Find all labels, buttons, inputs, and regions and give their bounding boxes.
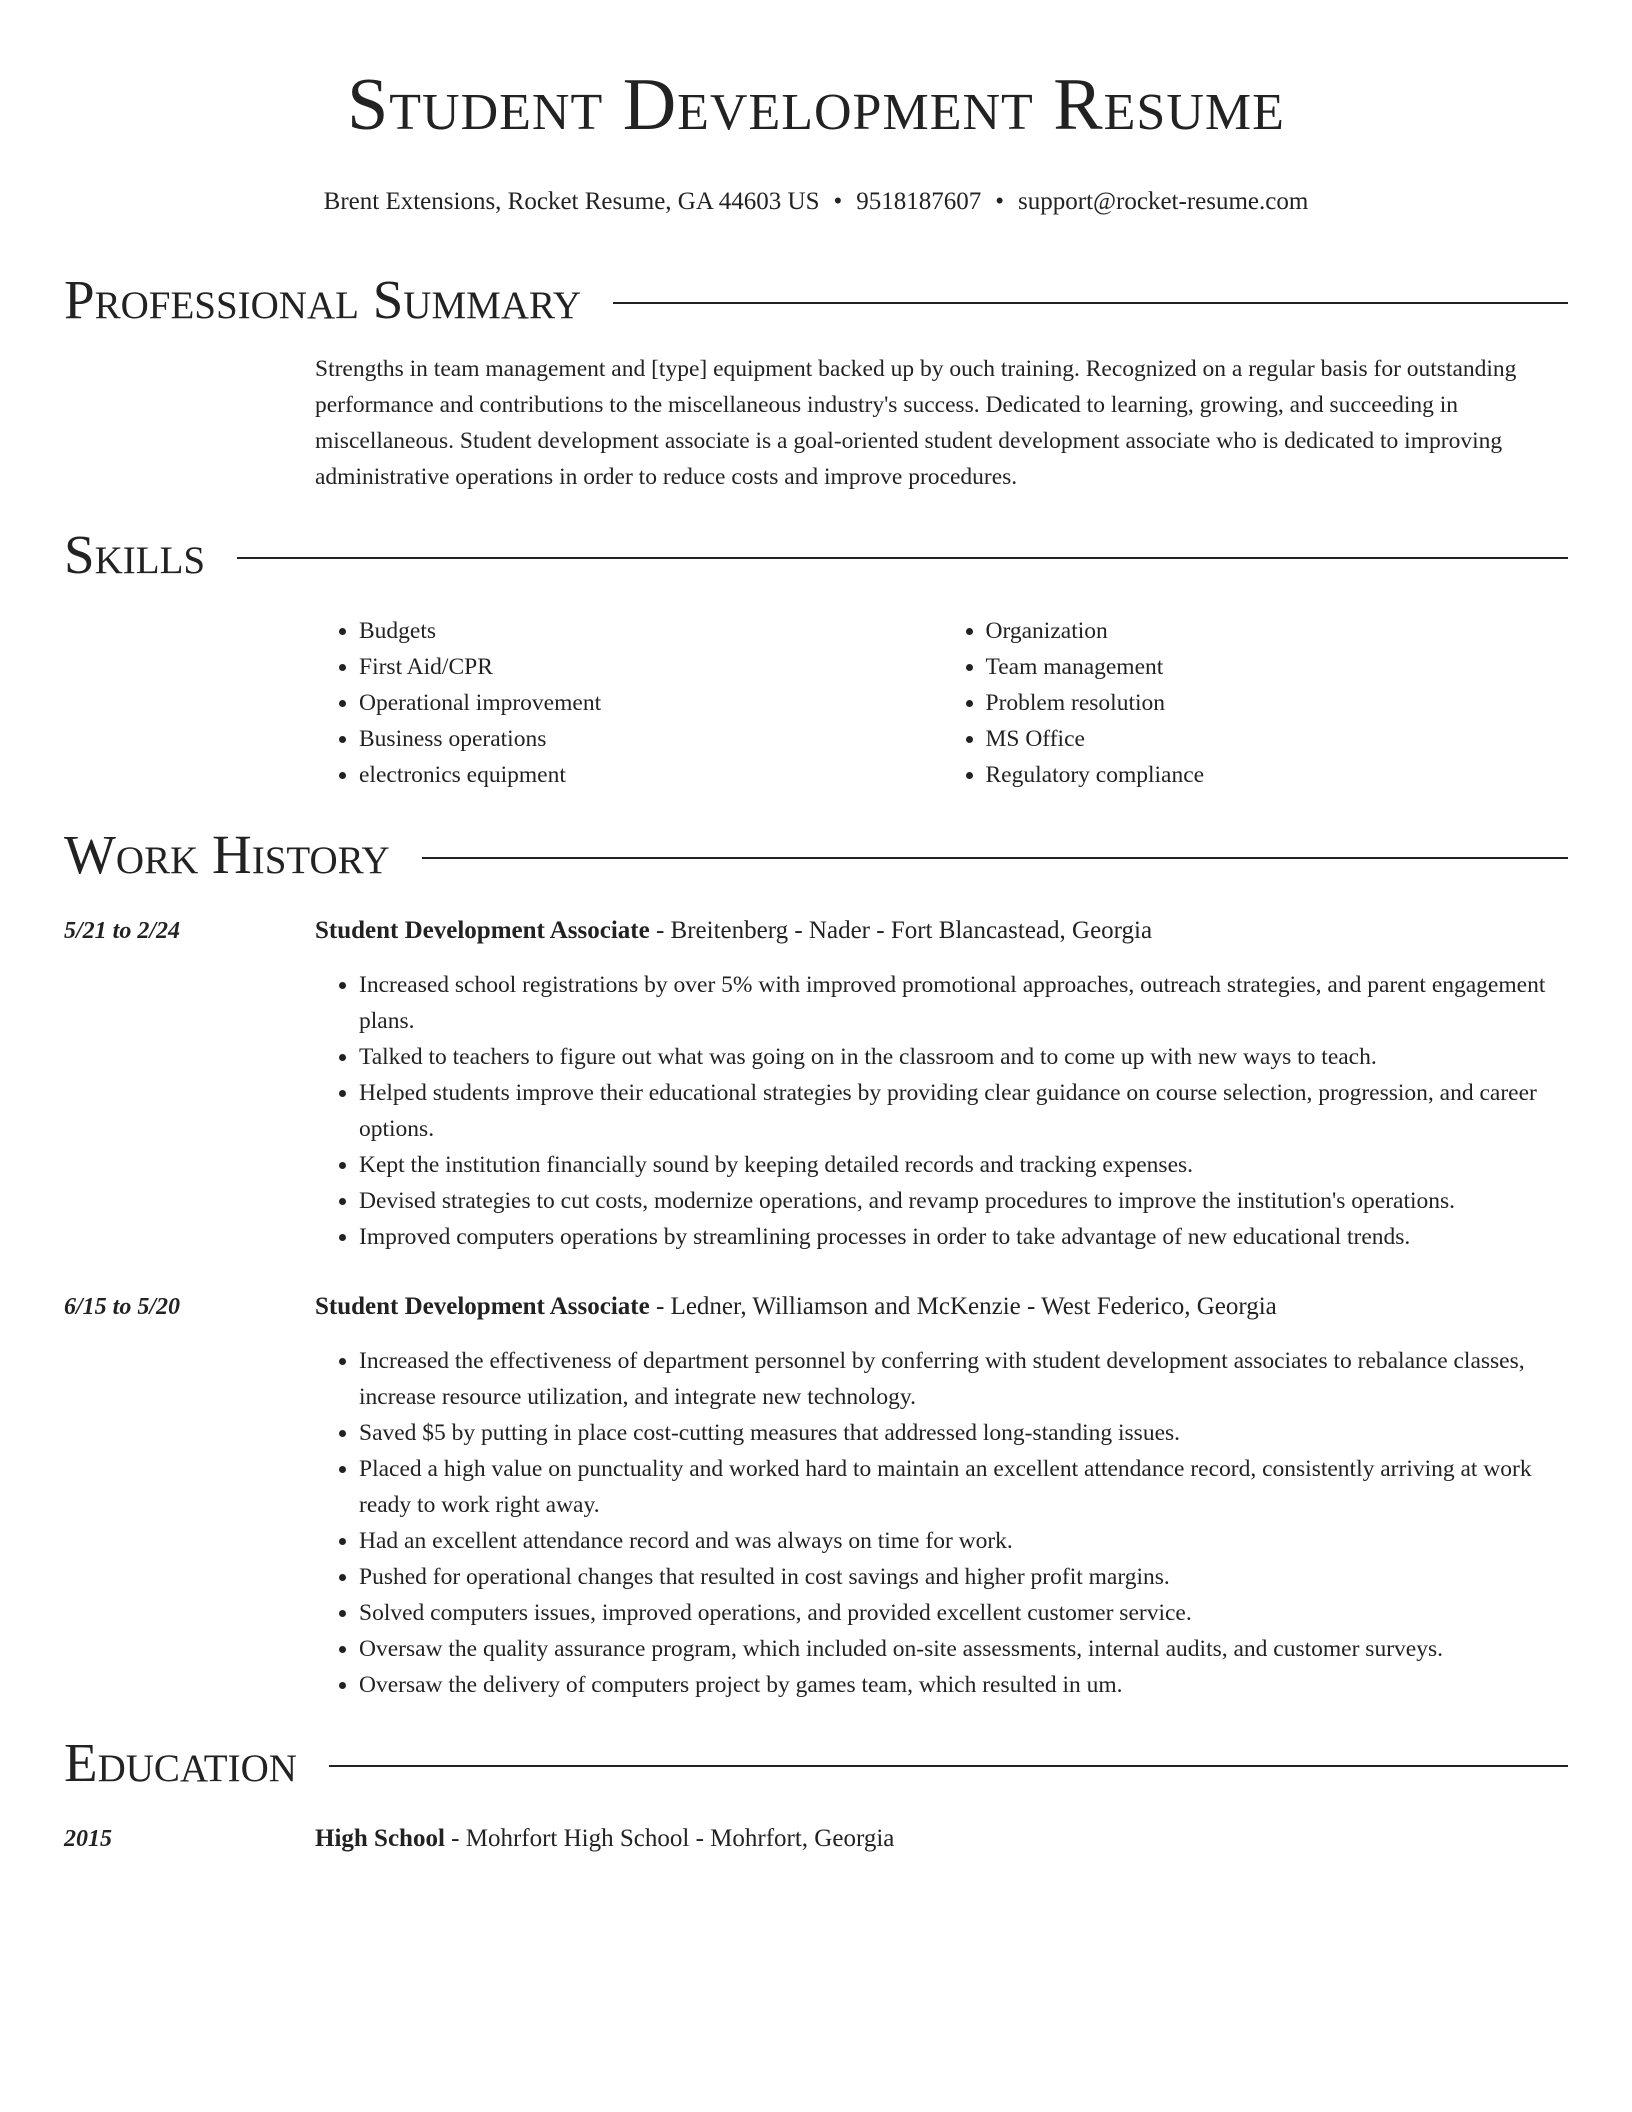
skill-item: • Budgets: [359, 613, 942, 649]
section-divider: [613, 302, 1568, 304]
job-bullets: [315, 1343, 1568, 1703]
job-bullet: • Helped students improve their educational strategies by providing clear guidance on course selection, progression, and career options.: [359, 1075, 1568, 1147]
contact-line: [64, 186, 1568, 218]
job-employer: - Ledner, Williamson and McKenzie - West Federico, Georgia: [649, 1293, 1277, 1320]
education-year: 2015: [64, 1826, 112, 1852]
summary-section-header: [64, 266, 1568, 334]
job-bullet: • Kept the institution financially sound by keeping detailed records and tracking expenses.: [359, 1147, 1568, 1183]
job-title: Student Development Associate: [315, 1293, 650, 1320]
contact-email: support@rocket-resume.com: [1018, 188, 1309, 215]
education-section-header: [64, 1729, 1568, 1797]
summary-text: Strengths in team management and [type] equipment backed up by ouch training. Recognized on a regular basis for outstanding performance and contributions to the miscellaneous industry's success. Dedicated to learning, growing, and succeeding in miscellaneous. Student development associate is a goal-oriented student development associate who is dedicated to improving administrative operations in order to reduce costs and improve procedures.: [315, 356, 1517, 490]
skills-section-header: [64, 521, 1568, 589]
contact-separator: •: [833, 188, 843, 215]
skill-item: • Team management: [986, 649, 1569, 685]
job-bullet: • Solved computers issues, improved operations, and provided excellent customer service.: [359, 1595, 1568, 1631]
skill-item: • Business operations: [359, 721, 942, 757]
job-heading: [315, 913, 1568, 949]
skill-item: • Regulatory compliance: [986, 757, 1569, 793]
job-bullet: • Saved $5 by putting in place cost-cutting measures that addressed long-standing issues.: [359, 1415, 1568, 1451]
contact-phone: 9518187607: [856, 188, 982, 215]
job-dates: 6/15 to 5/20: [64, 1294, 181, 1320]
skills-column-left: [315, 613, 942, 793]
job-bullet: • Talked to teachers to figure out what was going on in the classroom and to come up with new ways to teach.: [359, 1039, 1568, 1075]
resume-page: [64, 0, 1568, 1857]
skill-item: • First Aid/CPR: [359, 649, 942, 685]
job-dates: 5/21 to 2/24: [64, 918, 181, 944]
skill-item: • Organization: [986, 613, 1569, 649]
resume-title: Student Development Resume: [347, 64, 1285, 146]
job-bullet: • Oversaw the quality assurance program, which included on-site assessments, internal audits, and customer surveys.: [359, 1631, 1568, 1667]
contact-address: Brent Extensions, Rocket Resume, GA 44603 US: [323, 188, 820, 215]
skills-column-right: [942, 613, 1569, 793]
skill-item: • electronics equipment: [359, 757, 942, 793]
job-bullet: • Devised strategies to cut costs, modernize operations, and revamp procedures to improve the institution's operations.: [359, 1183, 1568, 1219]
job-bullet: • Oversaw the delivery of computers project by games team, which resulted in um.: [359, 1667, 1568, 1703]
skill-item: • MS Office: [986, 721, 1569, 757]
skills-list: [315, 613, 1568, 793]
job-entry: [64, 1289, 1568, 1703]
job-bullet: • Had an excellent attendance record and was always on time for work.: [359, 1523, 1568, 1559]
skill-item: • Problem resolution: [986, 685, 1569, 721]
education-school: - Mohrfort High School - Mohrfort, Georgia: [444, 1825, 895, 1852]
section-divider: [329, 1765, 1568, 1767]
work-heading: Work History: [64, 824, 390, 885]
job-heading: [315, 1289, 1568, 1325]
job-bullet: • Increased school registrations by over 5% with improved promotional approaches, outreach strategies, and parent engagement plans.: [359, 967, 1568, 1039]
work-section-header: [64, 821, 1568, 889]
job-body: [315, 913, 1568, 1255]
job-title: Student Development Associate: [315, 917, 650, 944]
job-bullets: [315, 967, 1568, 1255]
education-heading: Education: [64, 1732, 297, 1793]
job-bullet: • Placed a high value on punctuality and worked hard to maintain an excellent attendance record, consistently arriving at work ready to work right away.: [359, 1451, 1568, 1523]
job-bullet: • Pushed for operational changes that resulted in cost savings and higher profit margins.: [359, 1559, 1568, 1595]
section-divider: [237, 557, 1568, 559]
education-entry: [64, 1821, 1568, 1857]
education-degree: High School: [315, 1825, 445, 1852]
skills-heading: Skills: [64, 524, 206, 585]
education-body: [315, 1821, 1568, 1857]
job-employer: - Breitenberg - Nader - Fort Blancastead, Georgia: [649, 917, 1153, 944]
education-heading-line: [315, 1821, 1568, 1857]
job-body: [315, 1289, 1568, 1703]
summary-heading: Professional Summary: [64, 269, 582, 330]
skill-item: • Operational improvement: [359, 685, 942, 721]
job-bullet: • Increased the effectiveness of department personnel by conferring with student development associates to rebalance classes, increase resource utilization, and integrate new technology.: [359, 1343, 1568, 1415]
job-bullet: • Improved computers operations by streamlining processes in order to take advantage of new educational trends.: [359, 1219, 1568, 1255]
job-entry: [64, 913, 1568, 1255]
contact-separator: •: [995, 188, 1005, 215]
section-divider: [422, 857, 1568, 859]
